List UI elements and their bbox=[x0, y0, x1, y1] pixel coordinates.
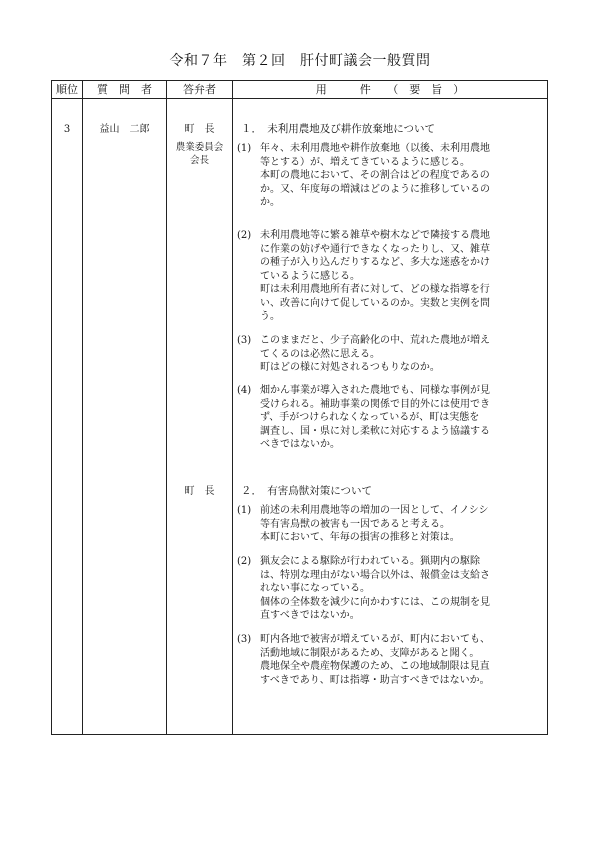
item-text: 未利用農地等に繁る雑草や樹木などで隣接する農地 に作業の妨げや通行できなくなったりし、又、雑草 の種子が入り込んだりするなど、多大な迷惑をかけ ているように感じる。 町は未利用農地所有者に対して、どの様な指導を行 い、改善に向けて促しているのか。実数と実例を問 う。 bbox=[260, 230, 490, 322]
item-number: (4) bbox=[237, 385, 252, 396]
item-text: 前述の未利用農地等の増加の一因として、イノシシ 等有害鳥獣の被害も一因であると考える。 本町において、年毎の損害の推移と対策は。 bbox=[260, 505, 489, 543]
item-number: (1) bbox=[237, 505, 252, 516]
header-questioner: 質 問 者 bbox=[97, 83, 152, 96]
item-text: 猟友会による駆除が行われている。猟期内の駆除 は、特別な理由がない場合以外は、報償金は支給さ れない事になっている。 個体の全体数を減少に向かわすには、この規制を見 直すべきではないか。 bbox=[260, 556, 490, 621]
item-number: (3) bbox=[237, 335, 252, 346]
column-divider bbox=[166, 81, 167, 734]
header-responder: 答弁者 bbox=[183, 83, 216, 96]
topic-title: １． 未利用農地及び耕作放棄地について bbox=[241, 123, 436, 135]
column-divider bbox=[82, 81, 83, 734]
item-text: 年々、未利用農地や耕作放棄地（以後、未利用農地 等とする）が、増えてきているように感じる。 本町の農地において、その割合はどの程度であるの か。又、年度毎の増減はどのように推移しているの か。 bbox=[260, 143, 490, 208]
responder-mayor: 町 長 bbox=[184, 124, 215, 135]
responder-agri-committee: 農業委員会 会長 bbox=[175, 142, 224, 166]
topic-title: ２． 有害鳥獣対策について bbox=[241, 485, 373, 497]
header-rank: 順位 bbox=[56, 83, 78, 96]
questioner-name: 益山 二郎 bbox=[99, 124, 150, 135]
responder-mayor: 町 長 bbox=[184, 486, 215, 497]
question-table bbox=[51, 80, 548, 735]
item-text: 町内各地で被害が増えているが、町内においても、 活動地域に制限があるため、支障があると聞く。 農地保全や農産物保護のため、この地域制限は見直 すべきであり、町は指導・助言すべきではないか。 bbox=[260, 634, 490, 686]
item-text: 畑かん事業が導入された農地でも、同様な事例が見 受けられる。補助事業の関係で目的外には使用でき ず、手がつけられなくなっているが、町は実態を 調査し、国・県に対し柔軟に対応するよう協議する べきではないか。 bbox=[260, 385, 490, 450]
item-number: (2) bbox=[237, 556, 252, 567]
page-title: 令和７年 第２回 肝付町議会一般質問 bbox=[169, 53, 431, 69]
item-number: (2) bbox=[237, 230, 252, 241]
item-text: このままだと、少子高齢化の中、荒れた農地が増え てくるのは必然に思える。 町はどの様に対処されるつもりなのか。 bbox=[260, 335, 490, 373]
column-divider bbox=[232, 81, 233, 734]
item-number: (1) bbox=[237, 143, 252, 154]
rank-value: 3 bbox=[63, 124, 71, 135]
item-number: (3) bbox=[237, 634, 252, 645]
header-subject: 用 件 （ 要 旨 ） bbox=[315, 83, 465, 96]
